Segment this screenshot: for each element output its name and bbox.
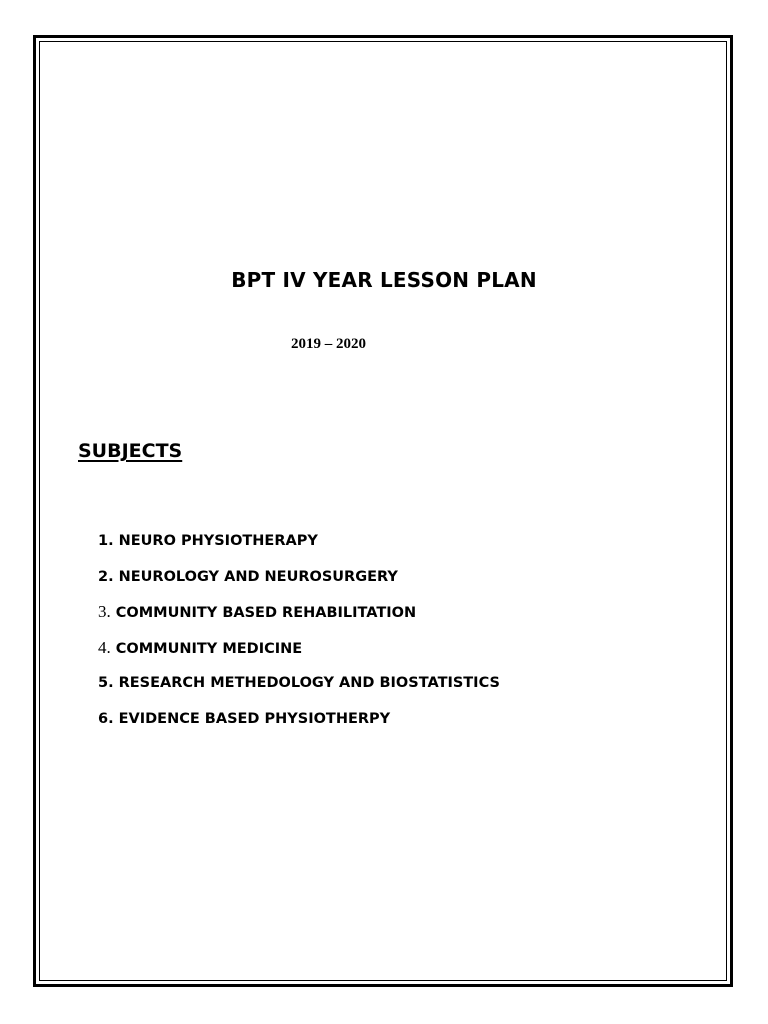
subject-number: 5.	[98, 675, 114, 691]
subject-number: 6.	[98, 710, 114, 727]
subjects-heading: SUBJECTS	[78, 440, 183, 462]
subject-item	[98, 602, 500, 638]
subject-item	[98, 673, 500, 709]
page-border-inner	[39, 41, 727, 981]
subject-name: NEUROLOGY AND NEUROSURGERY	[118, 568, 398, 585]
subject-name: EVIDENCE BASED PHYSIOTHERPY	[118, 710, 391, 727]
subject-number: 2.	[98, 568, 114, 585]
subject-name: NEURO PHYSIOTHERAPY	[118, 533, 318, 549]
subject-item	[98, 567, 500, 603]
subject-number: 4.	[98, 637, 111, 657]
page-border	[33, 35, 733, 987]
subject-number: 3.	[98, 602, 111, 621]
academic-year: 2019 – 2020	[291, 336, 366, 352]
subject-list	[98, 531, 500, 744]
subject-item	[98, 638, 500, 674]
subject-item	[98, 531, 500, 567]
subject-item	[98, 709, 500, 745]
subject-number: 1.	[98, 533, 114, 549]
subject-name: COMMUNITY BASED REHABILITATION	[115, 605, 417, 621]
subject-name: RESEARCH METHEDOLOGY AND BIOSTATISTICS	[118, 675, 500, 691]
subject-name: COMMUNITY MEDICINE	[115, 640, 303, 657]
document-title: BPT IV YEAR LESSON PLAN	[231, 268, 537, 292]
